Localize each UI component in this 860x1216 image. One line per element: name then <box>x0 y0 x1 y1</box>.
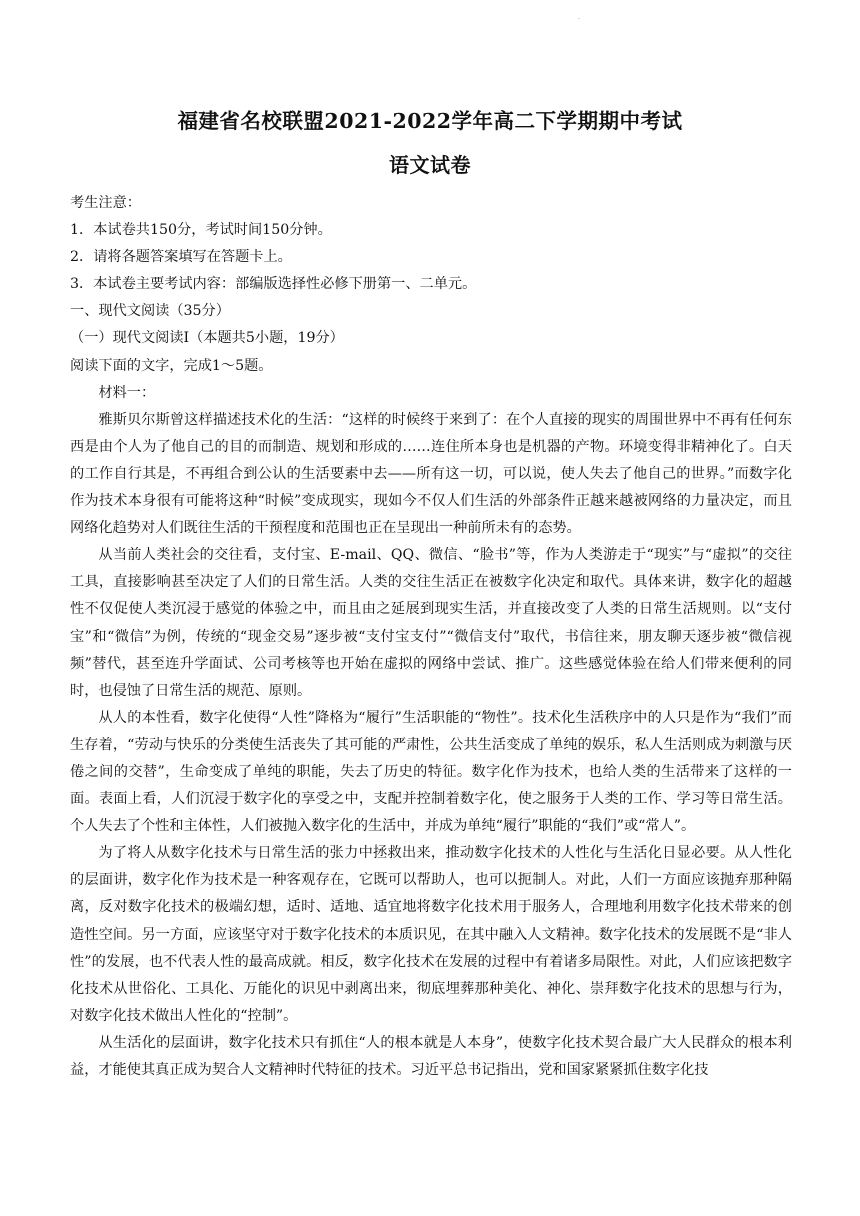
section-subheading: （一）现代文阅读Ⅰ（本题共5小题，19分） <box>70 330 344 347</box>
notice-item: 2．请将各题答案填写在答题卡上。 <box>70 249 292 266</box>
body-paragraph: 从当前人类社会的交往看，支付宝、E-mail、QQ、微信、“脸书”等，作为人类游走于“现实”与“虚拟”的交往工具，直接影响甚至决定了人们的日常生活。人类的交往生活正在被数字化决定和取代。具体来讲，数字化的超越性不仅促使人类沉浸于感觉的体验之中，而且由之延展到现实生活，并直接改变了人类的日常生活规则。以“支付宝”和“微信”为例，传统的“现金交易”逐步被“支付宝支付”“微信支付”取代，书信往来，朋友聊天逐步被“微信视频”替代，甚至连升学面试、公司考核等也开始在虚拟的网络中尝试、推广。这些感觉体验在给人们带来便利的同时，也侵蚀了日常生活的规范、原则。 <box>70 547 792 699</box>
reading-instruction: 阅读下面的文字，完成1～5题。 <box>70 357 273 374</box>
exam-title: 福建省名校联盟2021-2022学年高二下学期期中考试 <box>177 109 683 133</box>
page-mark: . <box>578 14 580 21</box>
body-paragraph: 从生活化的层面讲，数字化技术只有抓住“人的根本就是人本身”，使数字化技术契合最广大人民群众的根本利益，才能使其真正成为契合人文精神时代特征的技术。习近平总书记指出，党和国家紧紧抓住数字化技 <box>70 1034 792 1078</box>
notice-item: 1．本试卷共150分，考试时间150分钟。 <box>70 222 332 239</box>
notice-heading: 考生注意： <box>70 195 141 211</box>
notice-item: 3．本试卷主要考试内容：部编版选择性必修下册第一、二单元。 <box>70 276 477 293</box>
section-heading: 一、现代文阅读（35分） <box>70 303 230 320</box>
body-paragraph: 为了将人从数字化技术与日常生活的张力中拯救出来，推动数字化技术的人性化与生活化日显必要。从人性化的层面讲，数字化作为技术是一种客观存在，它既可以帮助人，也可以扼制人。对此，人们一方面应该抛弃那种隔离，反对数字化技术的极端幻想，适时、适地、适宜地将数字化技术用于服务人，合理地利用数字化技术带来的创造性空间。另一方面，应该坚守对于数字化技术的本质识见，在其中融入人文精神。数字化技术的发展既不是“非人性”的发展，也不代表人性的最高成就。相反，数字化技术在发展的过程中有着诸多局限性。对此，人们应该把数字化技术从世俗化、工具化、万能化的识见中剥离出来，彻底埋葬那种美化、神化、崇拜数字化技术的思想与行为，对数字化技术做出人性化的“控制”。 <box>70 845 792 1024</box>
body-paragraph: 雅斯贝尔斯曾这样描述技术化的生活：“这样的时候终于来到了：在个人直接的现实的周围世界中不再有任何东西是由个人为了他自己的目的而制造、规划和形成的……连住所本身也是机器的产物。环境变得非精神化了。白天的工作自行其是，不再组合到公认的生活要素中去——所有这一切，可以说，使人失去了他自己的世界。”而数字化作为技术本身很有可能将这种“时候”变成现实，现如今不仅人们生活的外部条件正越来越被网络的力量决定，而且网络化趋势对人们既往生活的干预程度和范围也正在呈现出一种前所未有的态势。 <box>70 411 792 537</box>
document-body <box>70 190 792 1084</box>
body-paragraph: 从人的本性看，数字化使得“人性”降格为“履行”生活职能的“物性”。技术化生活秩序中的人只是作为“我们”而生存着，“劳动与快乐的分类使生活丧失了其可能的严肃性，公共生活变成了单纯的娱乐，私人生活则成为刺激与厌倦之间的交替”，生命变成了单纯的职能，失去了历史的特征。数字化作为技术，也给人类的生活带来了这样的一面。表面上看，人们沉浸于数字化的享受之中，支配并控制着数字化，使之服务于人类的工作、学习等日常生活。个人失去了个性和主体性，人们被抛入数字化的生活中，并成为单纯“履行”职能的“我们”或“常人”。 <box>70 709 792 835</box>
exam-subtitle: 语文试卷 <box>389 153 471 177</box>
material-label: 材料一： <box>98 384 156 401</box>
